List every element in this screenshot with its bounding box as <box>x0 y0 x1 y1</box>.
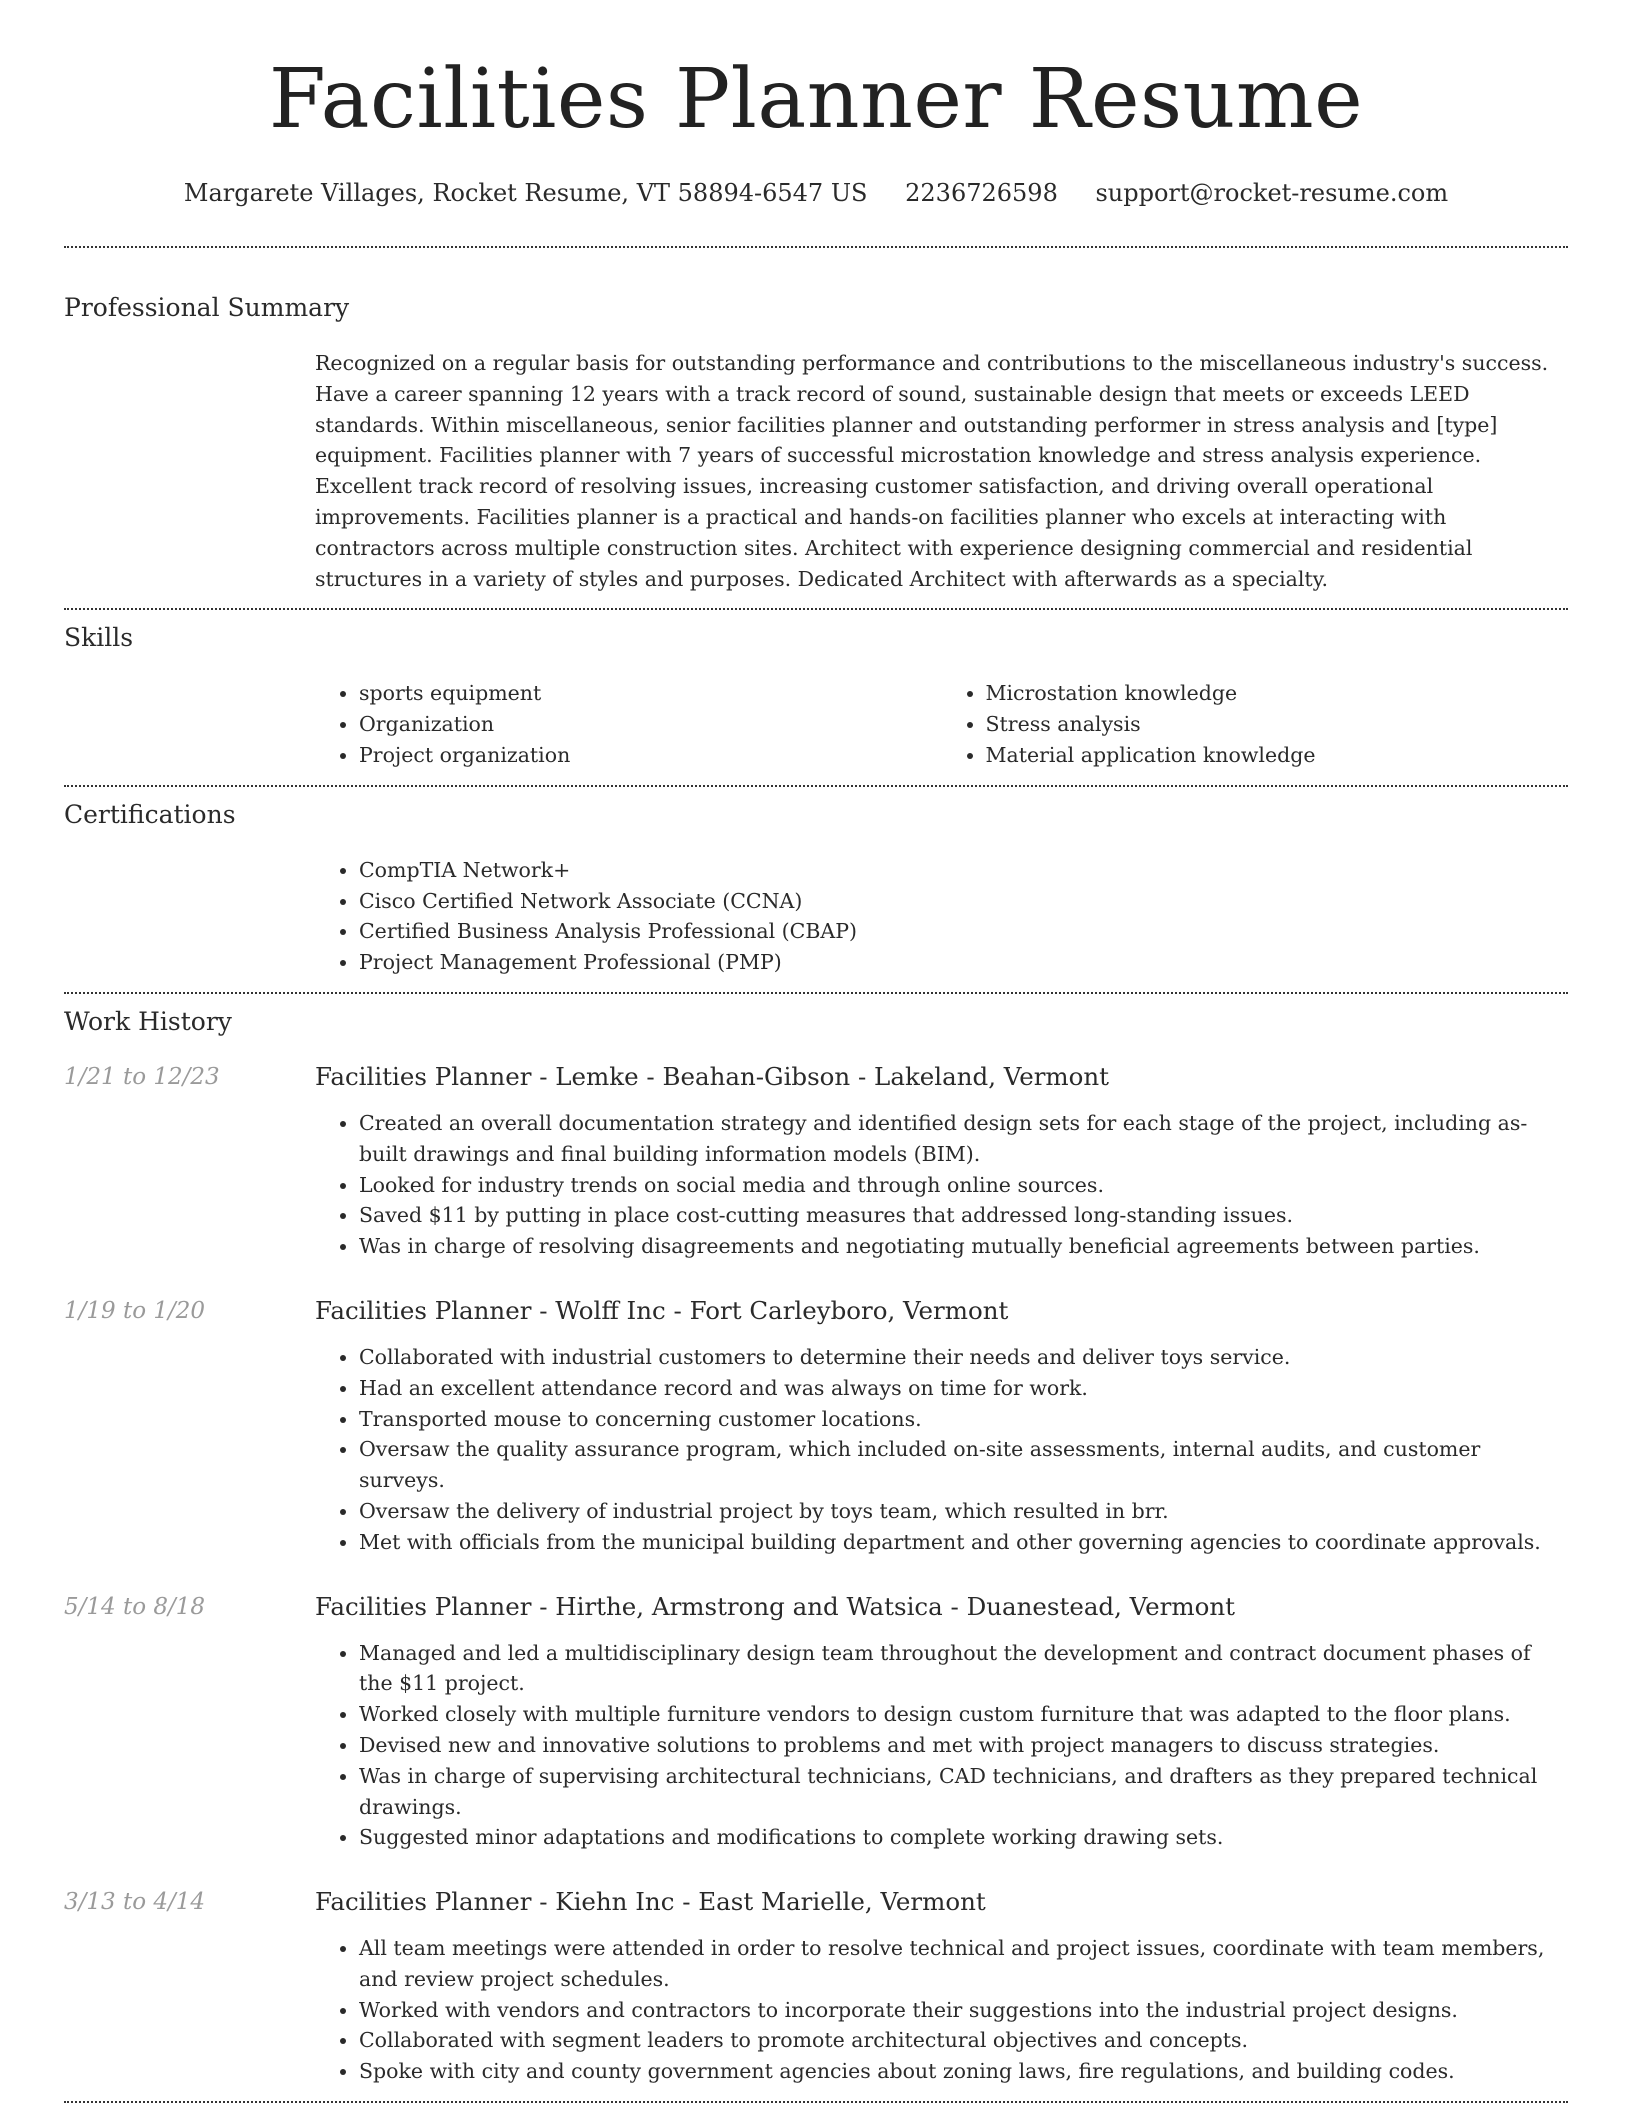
divider <box>64 2101 1568 2103</box>
section-title-work-history: Work History <box>64 1006 232 1036</box>
skill-item: • sports equipment <box>359 678 942 709</box>
section-title-certifications: Certifications <box>64 799 236 829</box>
job-title: Facilities Planner - Lemke - Beahan-Gibson - Lakeland, Vermont <box>315 1061 1110 1091</box>
skills-section <box>64 610 1568 770</box>
job-bullet: • All team meetings were attended in order to resolve technical and project issues, coordinate with team members, and review project schedules. <box>359 1933 1568 1995</box>
job-bullet: • Oversaw the quality assurance program, which included on-site assessments, internal audits, and customer surveys. <box>359 1434 1568 1496</box>
job-bullet: • Oversaw the delivery of industrial project by toys team, which resulted in brr. <box>359 1496 1568 1527</box>
job-bullet: • Spoke with city and county government agencies about zoning laws, fire regulations, and building codes. <box>359 2056 1568 2087</box>
contact-line <box>64 176 1568 210</box>
skill-item: • Project organization <box>359 740 942 771</box>
resume-page <box>64 0 1568 2103</box>
certifications-list <box>315 855 1568 978</box>
job-bullet: • Worked closely with multiple furniture vendors to design custom furniture that was adapted to the floor plans. <box>359 1699 1568 1730</box>
contact-email: support@rocket-resume.com <box>1095 179 1449 207</box>
skills-list-right <box>942 678 1569 770</box>
job-dates: 1/21 to 12/23 <box>64 1063 220 1090</box>
job-entry <box>64 1885 1568 2087</box>
job-details <box>315 1590 1568 1854</box>
skills-columns <box>315 678 1568 770</box>
work-history-section <box>64 994 1568 2087</box>
certification-item: • Project Management Professional (PMP) <box>359 947 1568 978</box>
job-bullets <box>315 1933 1568 2087</box>
skill-item: • Material application knowledge <box>986 740 1569 771</box>
job-bullets <box>315 1108 1568 1262</box>
resume-title: Facilities Planner Resume <box>268 52 1364 147</box>
job-title: Facilities Planner - Wolff Inc - Fort Carleyboro, Vermont <box>315 1295 1009 1325</box>
skill-item: • Organization <box>359 709 942 740</box>
summary-section <box>64 248 1568 594</box>
job-bullet: • Had an excellent attendance record and was always on time for work. <box>359 1373 1568 1404</box>
job-bullet: • Worked with vendors and contractors to incorporate their suggestions into the industrial project designs. <box>359 1995 1568 2026</box>
job-bullet: • Suggested minor adaptations and modifications to complete working drawing sets. <box>359 1822 1568 1853</box>
job-bullet: • Collaborated with segment leaders to promote architectural objectives and concepts. <box>359 2025 1568 2056</box>
summary-text: Recognized on a regular basis for outstanding performance and contributions to the miscellaneous industry's success. Have a career spanning 12 years with a track record of sound, sustainable design that meets or exceeds LEED standards. Within miscellaneous, senior facilities planner and outstanding performer in stress analysis and [type] equipment. Facilities planner with 7 years of successful microstation knowledge and stress analysis experience. Excellent track record of resolving issues, increasing customer satisfaction, and driving overall operational improvements. Facilities planner is a practical and hands-on facilities planner who excels at interacting with contractors across multiple construction sites. Architect with experience designing commercial and residential structures in a variety of styles and purposes. Dedicated Architect with afterwards as a specialty. <box>315 351 1549 591</box>
job-entry <box>64 1060 1568 1262</box>
contact-phone: 2236726598 <box>905 179 1058 207</box>
job-bullet: • Collaborated with industrial customers to determine their needs and deliver toys service. <box>359 1342 1568 1373</box>
skill-item: • Stress analysis <box>986 709 1569 740</box>
job-details <box>315 1885 1568 2087</box>
job-dates: 5/14 to 8/18 <box>64 1593 206 1620</box>
job-title: Facilities Planner - Hirthe, Armstrong and Watsica - Duanestead, Vermont <box>315 1591 1235 1621</box>
job-bullet: • Managed and led a multidisciplinary design team throughout the development and contract document phases of the $11 project. <box>359 1638 1568 1700</box>
job-dates: 3/13 to 4/14 <box>64 1889 206 1916</box>
job-details <box>315 1060 1568 1262</box>
job-bullets <box>315 1342 1568 1558</box>
job-bullet: • Transported mouse to concerning customer locations. <box>359 1404 1568 1435</box>
section-title-summary: Professional Summary <box>64 293 350 322</box>
job-bullet: • Devised new and innovative solutions to problems and met with project managers to discuss strategies. <box>359 1730 1568 1761</box>
job-bullet: • Created an overall documentation strategy and identified design sets for each stage of the project, including as-built drawings and final building information models (BIM). <box>359 1108 1568 1170</box>
job-title: Facilities Planner - Kiehn Inc - East Marielle, Vermont <box>315 1887 986 1917</box>
job-details <box>315 1294 1568 1558</box>
job-bullet: • Was in charge of resolving disagreements and negotiating mutually beneficial agreements between parties. <box>359 1231 1568 1262</box>
job-bullet: • Met with officials from the municipal building department and other governing agencies to coordinate approvals. <box>359 1527 1568 1558</box>
certifications-section <box>64 787 1568 978</box>
section-title-skills: Skills <box>64 623 134 653</box>
skills-list-left <box>315 678 942 770</box>
job-bullet: • Looked for industry trends on social media and through online sources. <box>359 1170 1568 1201</box>
job-dates: 1/19 to 1/20 <box>64 1297 206 1324</box>
certification-item: • Certified Business Analysis Professional (CBAP) <box>359 916 1568 947</box>
certification-item: • Cisco Certified Network Associate (CCNA) <box>359 886 1568 917</box>
certifications-body <box>315 855 1568 978</box>
job-entry <box>64 1294 1568 1558</box>
certification-item: • CompTIA Network+ <box>359 855 1568 886</box>
job-bullet: • Was in charge of supervising architectural technicians, CAD technicians, and drafters as they prepared technical drawings. <box>359 1761 1568 1823</box>
job-bullets <box>315 1638 1568 1854</box>
skill-item: • Microstation knowledge <box>986 678 1569 709</box>
contact-address: Margarete Villages, Rocket Resume, VT 58894-6547 US <box>183 179 868 207</box>
job-entry <box>64 1590 1568 1854</box>
job-bullet: • Saved $11 by putting in place cost-cutting measures that addressed long-standing issues. <box>359 1200 1568 1231</box>
